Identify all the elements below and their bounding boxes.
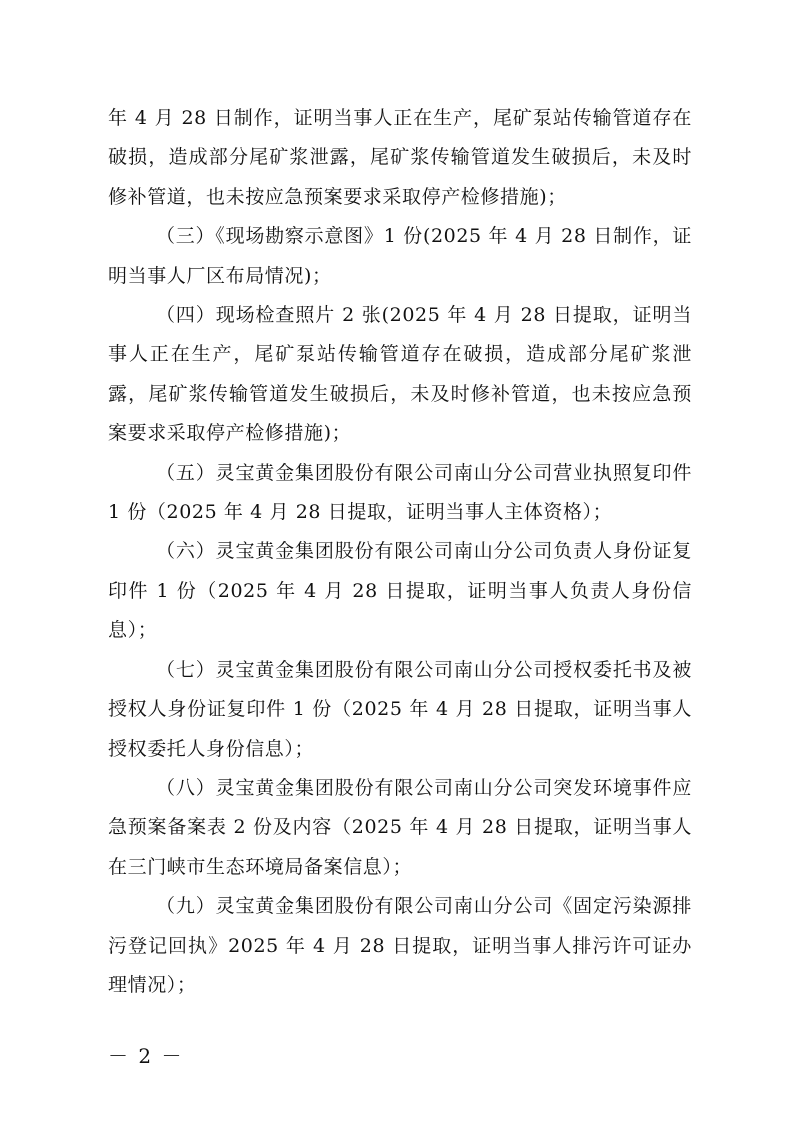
paragraph-item-9: （九）灵宝黄金集团股份有限公司南山分公司《固定污染源排污登记回执》2025 年 4 月 28 日提取，证明当事人排污许可证办理情况）；	[108, 895, 692, 996]
paragraph-item-8: （八）灵宝黄金集团股份有限公司南山分公司突发环境事件应急预案备案表 2 份及内容（2025 年 4 月 28 日提取，证明当事人在三门峡市生态环境局备案信息）；	[108, 776, 692, 878]
paragraph-item-7: （七）灵宝黄金集团股份有限公司南山分公司授权委托书及被授权人身份证复印件 1 份（2025 年 4 月 28 日提取，证明当事人授权委托人身份信息）；	[108, 658, 692, 760]
paragraph-continuation: 年 4 月 28 日制作，证明当事人正在生产，尾矿泵站传输管道存在破损，造成部分尾矿浆泄露，尾矿浆传输管道发生破损后，未及时修补管道，也未按应急预案要求采取停产检修措施)；	[108, 107, 692, 208]
paragraph-item-6: （六）灵宝黄金集团股份有限公司南山分公司负责人身份证复印件 1 份（2025 年 4 月 28 日提取，证明当事人负责人身份信息）；	[108, 540, 692, 642]
page-number: － 2 －	[108, 1044, 184, 1068]
paragraph-item-5: （五）灵宝黄金集团股份有限公司南山分公司营业执照复印件 1 份（2025 年 4 月 28 日提取，证明当事人主体资格）；	[108, 461, 692, 524]
paragraph-item-4: （四）现场检查照片 2 张(2025 年 4 月 28 日提取，证明当事人正在生产，尾矿泵站传输管道存在破损，造成部分尾矿浆泄露，尾矿浆传输管道发生破损后，未及时修补管道，也未按应急预案要求采取停产检修措施)；	[108, 304, 692, 445]
paragraph-item-3: （三）《现场勘察示意图》1 份(2025 年 4 月 28 日制作，证明当事人厂区布局情况)；	[108, 225, 692, 287]
document-body	[108, 99, 692, 1005]
